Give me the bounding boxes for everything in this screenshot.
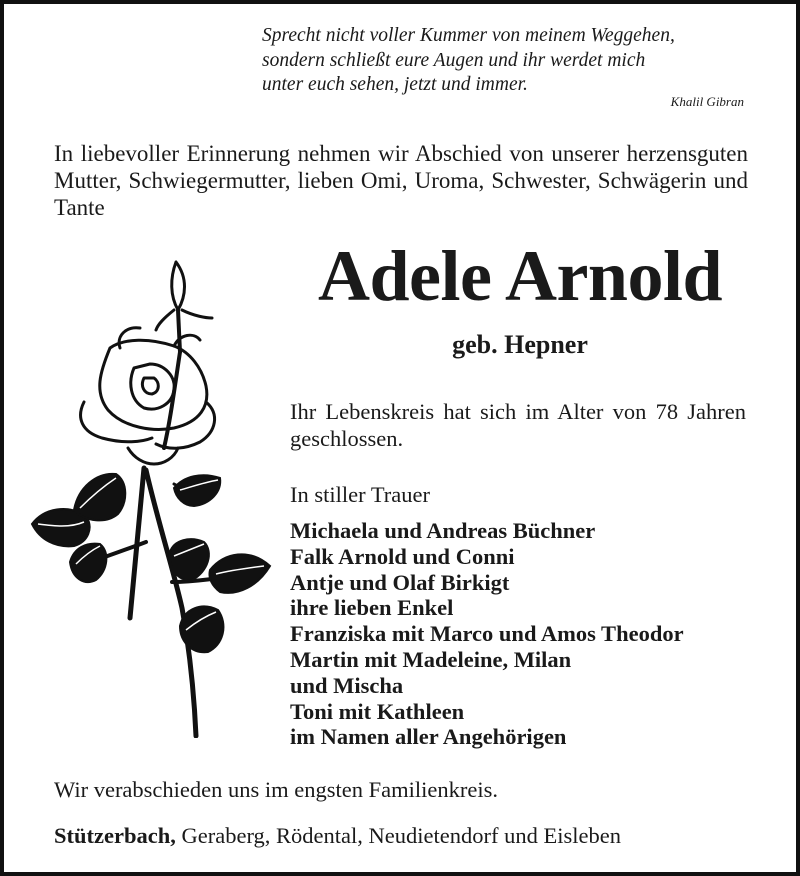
places-primary: Stützerbach,	[54, 823, 176, 848]
mourner-line: Toni mit Kathleen	[290, 698, 465, 724]
grief-text: In stiller Trauer	[290, 482, 430, 507]
quote-line: unter euch sehen, jetzt und immer.	[262, 74, 528, 95]
farewell-text: Wir verabschieden uns im engsten Familienkreis.	[54, 777, 498, 802]
gibran-quote	[262, 24, 752, 98]
life-text: Ihr Lebenskreis hat sich im Alter von 78 Jahren geschlossen.	[290, 399, 746, 451]
maiden-name: geb. Hepner	[452, 330, 588, 359]
mourner-line: Antje und Olaf Birkigt	[290, 569, 510, 595]
mourner-line: Michaela und Andreas Büchner	[290, 518, 596, 543]
mourner-line: Martin mit Madeleine, Milan	[290, 646, 572, 672]
mourner-line: Falk Arnold und Conni	[290, 543, 515, 569]
mourners-list	[290, 518, 684, 750]
quote-line: Sprecht nicht voller Kummer von meinem Weggehen,	[262, 25, 675, 46]
intro-text: In liebevoller Erinnerung nehmen wir Abschied von unserer herzensguten Mutter, Schwiegermutter, lieben Omi, Uroma, Schwester, Schwägerin und Tante	[54, 141, 748, 220]
places-others: Geraberg, Rödental, Neudietendorf und Eisleben	[175, 823, 621, 848]
mourner-line: ihre lieben Enkel	[290, 595, 454, 621]
quote-line: sondern schließt eure Augen und ihr werdet mich	[262, 49, 646, 71]
rose-illustration	[24, 252, 276, 738]
mourner-line: und Mischa	[290, 672, 404, 698]
mourner-line: im Namen aller Angehörigen	[290, 724, 567, 750]
deceased-name: Adele Arnold	[317, 236, 723, 316]
quote-author: Khalil Gibran	[670, 94, 744, 109]
places-line	[54, 822, 621, 849]
mourner-line: Franziska mit Marco und Amos Theodor	[290, 621, 684, 647]
